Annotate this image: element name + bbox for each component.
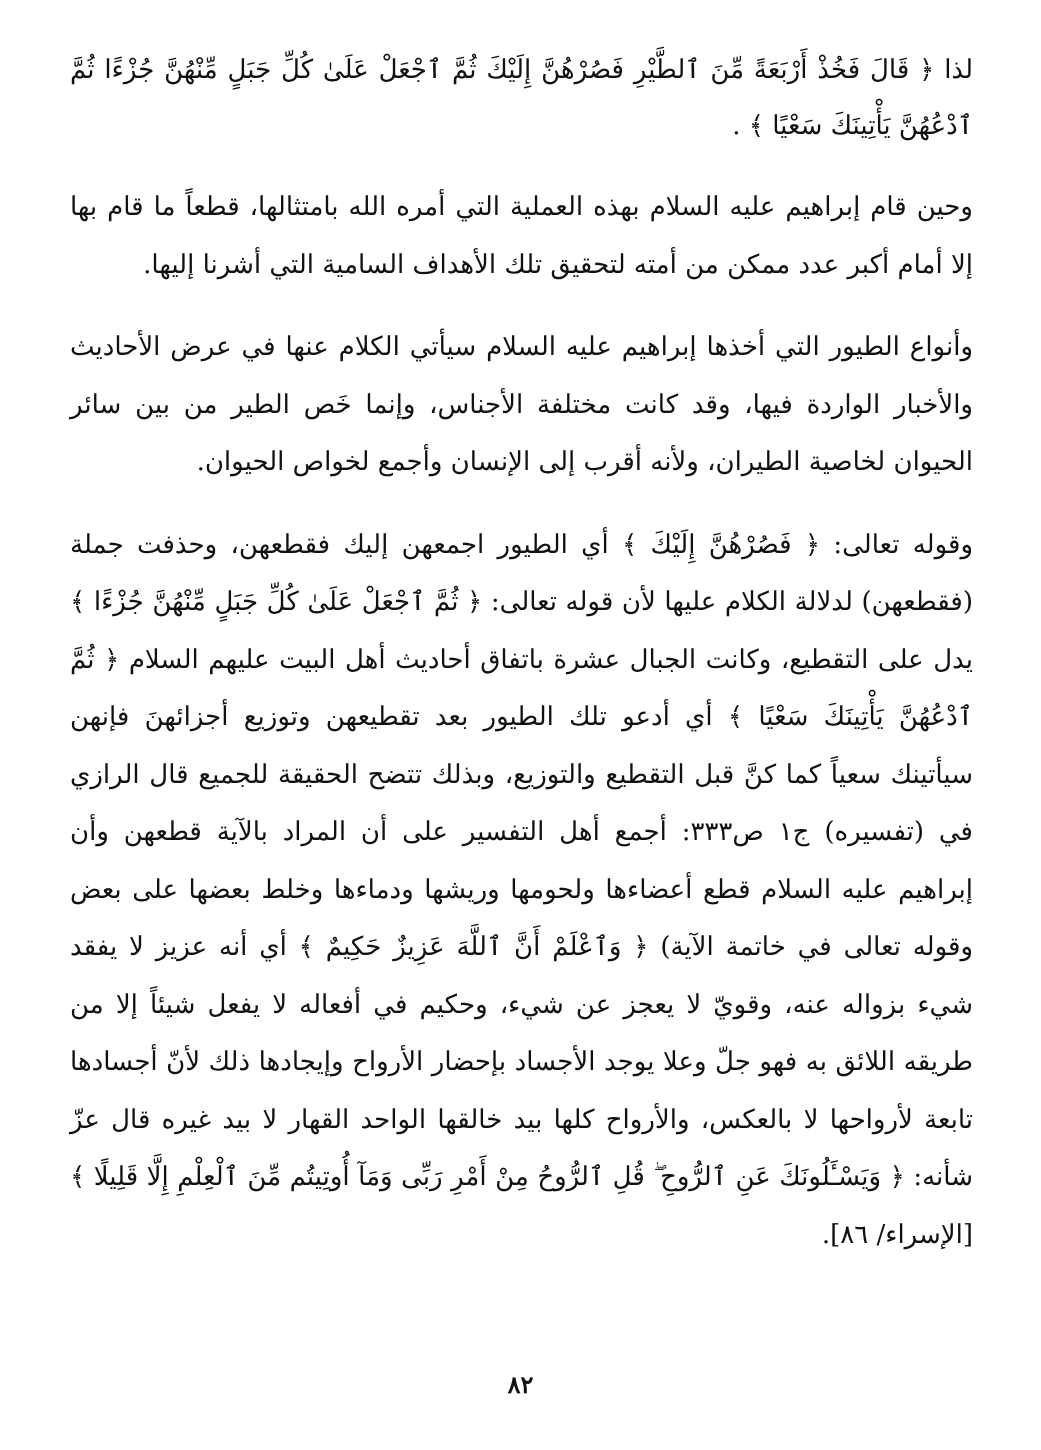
- paragraph-1: لذا ﴿ قَالَ فَخُذْ أَرْبَعَةً مِّنَ ٱلطَّيْرِ فَصُرْهُنَّ إِلَيْكَ ثُمَّ ٱجْعَلْ عَلَىٰ كُلِّ جَبَلٍ مِّنْهُنَّ جُزْءًا ثُمَّ ٱدْعُهُنَّ يَأْتِينَكَ سَعْيًا ﴾ .: [70, 55, 973, 141]
- page-number: ٨٢: [507, 1370, 534, 1399]
- paragraph-2: وحين قام إبراهيم عليه السلام بهذه العملية التي أمره الله بامتثالها، قطعاً ما قام بها إلا أمام أكبر عدد ممكن من أمته لتحقيق تلك الأهداف السامية التي أشرنا إليها.: [70, 192, 973, 280]
- paragraph-3: وأنواع الطيور التي أخذها إبراهيم عليه السلام سيأتي الكلام عنها في عرض الأحاديث والأخبار الواردة فيها، وقد كانت مختلفة الأجناس، وإنما خَص الطير من بين سائر الحيوان لخاصية الطيران، ولأنه أقرب إلى الإنسان وأجمع لخواص الحيوان.: [70, 332, 973, 477]
- page-body: [70, 42, 973, 1370]
- paragraph-4: وقوله تعالى: ﴿ فَصُرْهُنَّ إِلَيْكَ ﴾ أي الطيور اجمعهن إليك فقطعهن، وحذفت جملة (فقطعهن) لدلالة الكلام عليها لأن قوله تعالى: ﴿ ثُمَّ ٱجْعَلْ عَلَىٰ كُلِّ جَبَلٍ مِّنْهُنَّ جُزْءًا ﴾ يدل على التقطيع، وكانت الجبال عشرة باتفاق أحاديث أهل البيت عليهم السلام ﴿ ثُمَّ ٱدْعُهُنَّ يَأْتِينَكَ سَعْيًا ﴾ أي أدعو تلك الطيور بعد تقطيعهن وتوزيع أجزائهنَ فإنهن سيأتينك سعياً كما كنَّ قبل التقطيع والتوزيع، وبذلك تتضح الحقيقة للجميع قال الرازي في (تفسيره) ج١ ص٣٣٣: أجمع أهل التفسير على أن المراد بالآية قطعهن وأن إبراهيم عليه السلام قطع أعضاءها ولحومها وريشها ودماءها وخلط بعضها على بعض وقوله تعالى في خاتمة الآية) ﴿ وَٱعْلَمْ أَنَّ ٱللَّهَ عَزِيزٌ حَكِيمٌ ﴾ أي أنه عزيز لا يفقد شيء بزواله عنه، وقويّ لا يعجز عن شيء، وحكيم في أفعاله لا يفعل شيئاً إلا من طريقه اللائق به فهو جلّ وعلا يوجد الأجساد بإحضار الأرواح وإيجادها ذلك لأنّ أجسادها تابعة لأرواحها لا بالعكس، والأرواح كلها بيد خالقها الواحد القهار لا بيد غيره قال عزّ شأنه: ﴿ وَيَسْـَٔلُونَكَ عَنِ ٱلرُّوحِ ۖ قُلِ ٱلرُّوحُ مِنْ أَمْرِ رَبِّى وَمَآ أُوتِيتُم مِّنَ ٱلْعِلْمِ إِلَّا قَلِيلًا ﴾ [الإسراء/ ٨٦].: [70, 529, 973, 1250]
